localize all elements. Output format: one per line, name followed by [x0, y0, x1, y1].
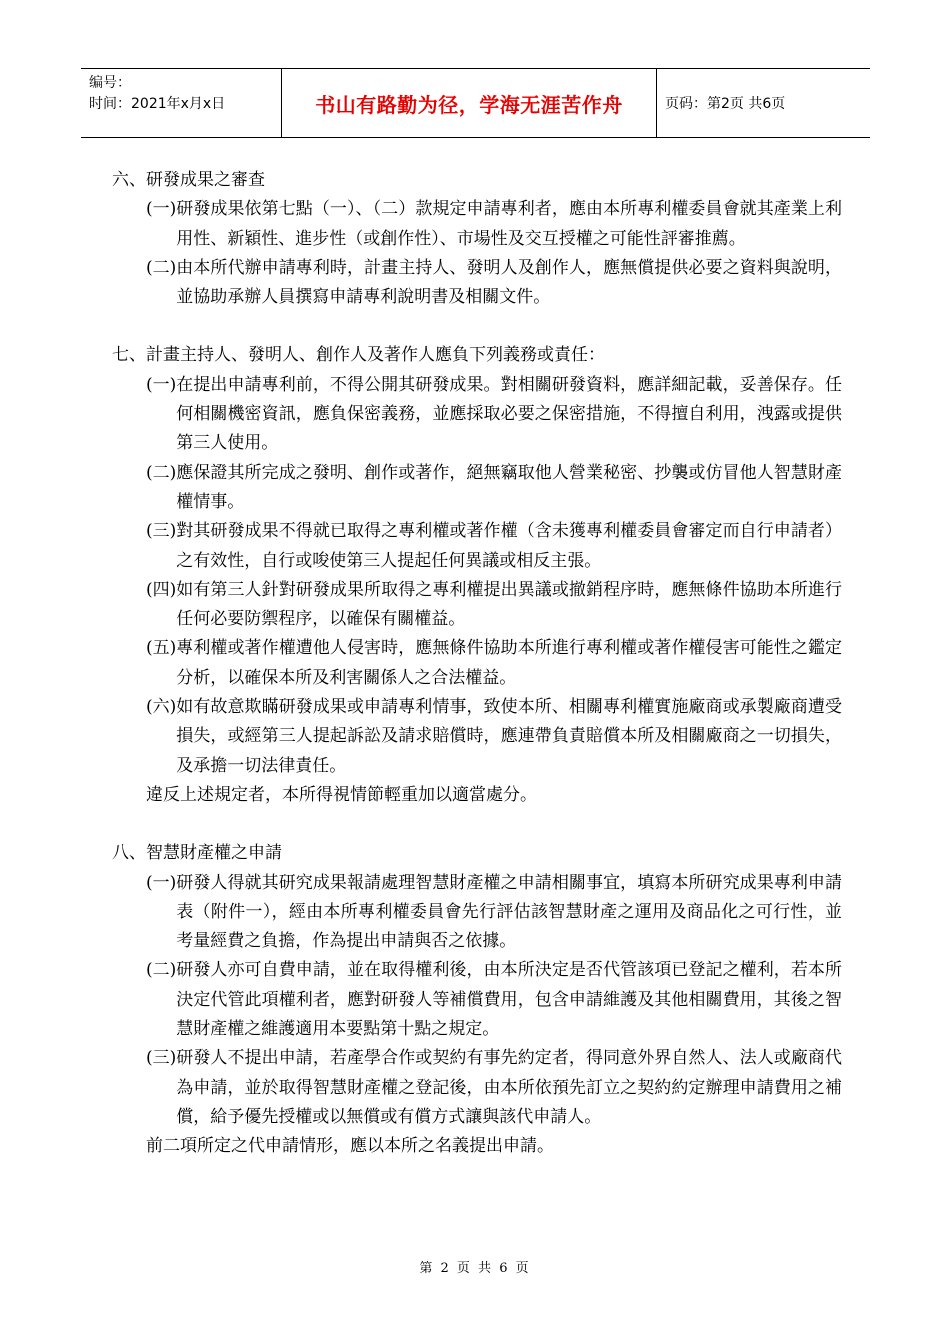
- item-number: (六): [146, 697, 177, 718]
- list-item: [146, 195, 842, 254]
- item-text: 研發人亦可自費申請，並在取得權利後，由本所決定是否代管該項已登記之權利，若本所決定代管此項權利者，應對研發人等補償費用，包含申請維護及其他相關費用，其後之智慧財產權之維護適用本要點第十點之規定。: [176, 960, 842, 1040]
- document-body: [112, 166, 842, 1191]
- section-6: [112, 166, 842, 312]
- section-title: 七、計畫主持人、發明人、創作人及著作人應負下列義務或責任：: [112, 345, 605, 366]
- section-title: 八、智慧財產權之申請: [112, 843, 282, 864]
- item-text: 由本所代辦申請專利時，計畫主持人、發明人及創作人，應無償提供必要之資料與說明，並協助承辦人員撰寫申請專利說明書及相關文件。: [176, 257, 842, 308]
- item-number: (一): [146, 872, 177, 893]
- item-text: 專利權或著作權遭他人侵害時，應無條件協助本所進行專利權或著作權侵害可能性之鑑定分析，以確保本所及利害關係人之合法權益。: [176, 638, 842, 688]
- item-number: (二): [146, 462, 177, 483]
- item-number: (五): [146, 638, 177, 659]
- list-item: [146, 956, 842, 1044]
- page-footer: 第 2 页 共 6 页: [419, 1261, 531, 1276]
- item-text: 如有第三人針對研發成果所取得之專利權提出異議或撤銷程序時，應無條件協助本所進行任何必要防禦程序，以確保有關權益。: [176, 579, 842, 630]
- section-8: [112, 839, 842, 1161]
- item-text: 對其研發成果不得就已取得之專利權或著作權（含未獲專利權委員會審定而自行申請者）之有效性，自行或唆使第三人提起任何異議或相反主張。: [176, 521, 842, 571]
- list-item: [146, 371, 842, 459]
- list-item: [146, 576, 842, 635]
- item-number: (四): [146, 579, 177, 600]
- header-page-cell: [657, 69, 870, 137]
- list-item: [146, 869, 842, 957]
- item-text: 研發成果依第七點（一）、（二）款規定申請專利者，應由本所專利權委員會就其產業上利用性、新穎性、進步性（或創作性）、市場性及交互授權之可能性評審推薦。: [176, 199, 842, 249]
- item-text: 如有故意欺瞞研發成果或申請專利情事，致使本所、相關專利權實施廠商或承製廠商遭受損失，或經第三人提起訴訟及請求賠償時，應連帶負責賠償本所及相關廠商之一切損失，及承擔一切法律責任。: [176, 697, 842, 776]
- header-motto-cell: [281, 69, 657, 137]
- section-note: 違反上述規定者，本所得視情節輕重加以適當處分。: [146, 784, 537, 805]
- document-number-label: 编号：: [89, 75, 131, 91]
- list-item: [146, 254, 842, 313]
- item-text: 應保證其所完成之發明、創作或著作，絕無竊取他人營業秘密、抄襲或仿冒他人智慧財產權情事。: [176, 462, 842, 512]
- item-number: (三): [146, 521, 177, 542]
- list-item: [146, 693, 842, 781]
- list-item: [146, 1044, 842, 1132]
- item-text: 研發人不提出申請，若產學合作或契約有事先約定者，得同意外界自然人、法人或廠商代為申請，並於取得智慧財產權之登記後，由本所依預先訂立之契約約定辦理申請費用之補償，給予優先授權或以無償或有償方式讓與該代申請人。: [176, 1048, 842, 1127]
- item-number: (三): [146, 1048, 177, 1069]
- page-header: [81, 68, 870, 138]
- item-number: (二): [146, 257, 177, 278]
- header-page-label: 页码：第2页 共6页: [665, 96, 786, 112]
- item-number: (一): [146, 374, 177, 395]
- list-item: [146, 459, 842, 518]
- header-meta: [81, 69, 281, 137]
- document-date-label: 时间：2021年x月x日: [89, 96, 226, 112]
- list-item: [146, 634, 842, 693]
- item-text: 在提出申請專利前，不得公開其研發成果。對相關研發資料，應詳細記載，妥善保存。任何相關機密資訊，應負保密義務，並應採取必要之保密措施，不得擅自利用，洩露或提供第三人使用。: [176, 374, 842, 454]
- item-number: (一): [146, 199, 177, 220]
- section-note: 前二項所定之代申請情形，應以本所之名義提出申請。: [146, 1136, 554, 1157]
- section-7: [112, 341, 842, 810]
- list-item: [146, 517, 842, 576]
- header-motto: 书山有路勤为径，学海无涯苦作舟: [315, 92, 623, 117]
- section-title: 六、研發成果之審查: [112, 170, 265, 190]
- item-text: 研發人得就其研究成果報請處理智慧財產權之申請相關事宜，填寫本所研究成果專利申請表（附件一），經由本所專利權委員會先行評估該智慧財產之運用及商品化之可行性，並考量經費之負擔，作為提出申請與否之依據。: [176, 872, 842, 952]
- item-number: (二): [146, 960, 177, 981]
